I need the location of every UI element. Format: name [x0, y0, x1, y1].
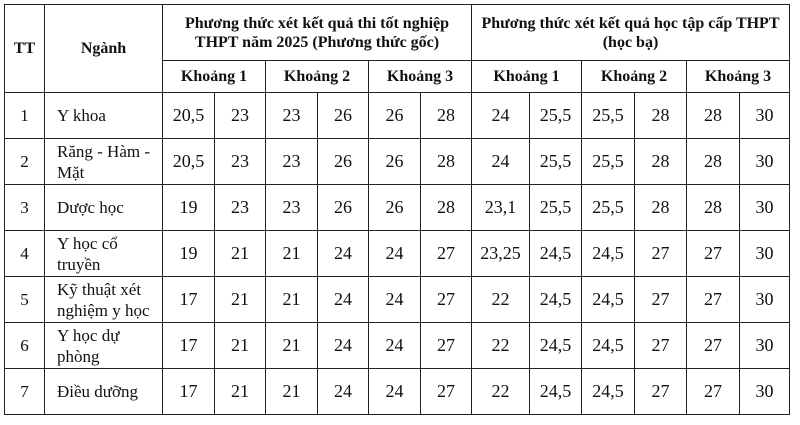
score-cell: 25,5 — [582, 139, 635, 185]
score-cell: 24,5 — [530, 231, 582, 277]
header-khoang-1: Khoảng 1 — [472, 61, 582, 93]
score-cell: 21 — [215, 323, 266, 369]
score-cell: 28 — [687, 139, 740, 185]
score-cell: 27 — [635, 369, 687, 415]
score-cell: 26 — [369, 185, 421, 231]
score-cell: 23 — [215, 139, 266, 185]
header-group-thpt-exam: Phương thức xét kết quả thi tốt nghiệp THPT năm 2025 (Phương thức gốc) — [163, 5, 472, 61]
score-cell: 24 — [318, 369, 369, 415]
major-name: Kỹ thuật xét nghiệm y học — [45, 277, 163, 323]
score-cell: 30 — [740, 323, 790, 369]
header-khoang-3: Khoảng 3 — [369, 61, 472, 93]
score-cell: 30 — [740, 139, 790, 185]
score-cell: 23 — [266, 185, 318, 231]
score-cell: 22 — [472, 369, 530, 415]
score-cell: 30 — [740, 277, 790, 323]
score-cell: 28 — [687, 93, 740, 139]
score-cell: 24 — [369, 277, 421, 323]
score-cell: 21 — [266, 323, 318, 369]
score-cell: 28 — [421, 185, 472, 231]
score-cell: 24,5 — [582, 277, 635, 323]
score-cell: 27 — [421, 323, 472, 369]
score-cell: 28 — [635, 139, 687, 185]
score-cell: 27 — [635, 277, 687, 323]
score-cell: 21 — [266, 277, 318, 323]
major-name: Răng - Hàm - Mặt — [45, 139, 163, 185]
score-cell: 27 — [635, 323, 687, 369]
score-cell: 21 — [266, 231, 318, 277]
score-cell: 26 — [318, 139, 369, 185]
score-cell: 24 — [472, 139, 530, 185]
score-cell: 27 — [421, 277, 472, 323]
score-cell: 20,5 — [163, 139, 215, 185]
score-cell: 25,5 — [530, 93, 582, 139]
score-cell: 30 — [740, 369, 790, 415]
header-nganh: Ngành — [45, 5, 163, 93]
score-cell: 27 — [687, 277, 740, 323]
score-cell: 26 — [318, 93, 369, 139]
score-cell: 25,5 — [530, 139, 582, 185]
row-number: 2 — [5, 139, 45, 185]
score-cell: 28 — [635, 93, 687, 139]
row-number: 6 — [5, 323, 45, 369]
score-cell: 25,5 — [530, 185, 582, 231]
score-cell: 24,5 — [582, 323, 635, 369]
row-number: 5 — [5, 277, 45, 323]
score-cell: 27 — [687, 231, 740, 277]
score-cell: 28 — [635, 185, 687, 231]
row-number: 7 — [5, 369, 45, 415]
table-row — [5, 369, 790, 415]
score-cell: 23 — [215, 93, 266, 139]
major-name: Y khoa — [45, 93, 163, 139]
table-row — [5, 323, 790, 369]
score-cell: 28 — [687, 185, 740, 231]
major-name: Y học cổ truyền — [45, 231, 163, 277]
score-cell: 23,25 — [472, 231, 530, 277]
score-cell: 28 — [421, 139, 472, 185]
score-cell: 17 — [163, 369, 215, 415]
table-row — [5, 185, 790, 231]
score-cell: 24 — [472, 93, 530, 139]
score-cell: 23 — [266, 93, 318, 139]
table-row — [5, 139, 790, 185]
score-cell: 26 — [318, 185, 369, 231]
score-cell: 27 — [687, 369, 740, 415]
table-row — [5, 231, 790, 277]
header-khoang-2: Khoảng 2 — [582, 61, 687, 93]
score-cell: 28 — [421, 93, 472, 139]
score-cell: 24,5 — [582, 369, 635, 415]
header-group-hoc-ba: Phương thức xét kết quả học tập cấp THPT (học bạ) — [472, 5, 790, 61]
score-cell: 23 — [215, 185, 266, 231]
score-cell: 20,5 — [163, 93, 215, 139]
row-number: 4 — [5, 231, 45, 277]
score-cell: 21 — [215, 369, 266, 415]
score-cell: 21 — [266, 369, 318, 415]
major-name: Dược học — [45, 185, 163, 231]
score-cell: 24 — [369, 231, 421, 277]
score-cell: 25,5 — [582, 93, 635, 139]
score-cell: 24,5 — [530, 277, 582, 323]
score-cell: 17 — [163, 277, 215, 323]
major-name: Y học dự phòng — [45, 323, 163, 369]
score-cell: 24,5 — [582, 231, 635, 277]
score-cell: 26 — [369, 139, 421, 185]
header-tt: TT — [5, 5, 45, 93]
row-number: 1 — [5, 93, 45, 139]
header-khoang-1: Khoảng 1 — [163, 61, 266, 93]
score-cell: 30 — [740, 231, 790, 277]
major-name: Điều dưỡng — [45, 369, 163, 415]
score-cell: 23,1 — [472, 185, 530, 231]
score-cell: 26 — [369, 93, 421, 139]
score-cell: 25,5 — [582, 185, 635, 231]
score-cell: 27 — [687, 323, 740, 369]
score-cell: 24 — [369, 323, 421, 369]
table-row — [5, 93, 790, 139]
score-cell: 21 — [215, 231, 266, 277]
score-cell: 19 — [163, 185, 215, 231]
table-body — [5, 93, 790, 415]
score-cell: 27 — [635, 231, 687, 277]
score-cell: 22 — [472, 277, 530, 323]
score-cell: 19 — [163, 231, 215, 277]
score-cell: 23 — [266, 139, 318, 185]
header-khoang-3: Khoảng 3 — [687, 61, 790, 93]
admission-score-table — [4, 4, 790, 415]
score-cell: 24 — [318, 277, 369, 323]
score-cell: 21 — [215, 277, 266, 323]
score-cell: 24 — [369, 369, 421, 415]
score-cell: 27 — [421, 231, 472, 277]
score-cell: 24,5 — [530, 369, 582, 415]
score-cell: 30 — [740, 93, 790, 139]
table-row — [5, 277, 790, 323]
score-cell: 24 — [318, 323, 369, 369]
score-cell: 30 — [740, 185, 790, 231]
score-cell: 17 — [163, 323, 215, 369]
header-khoang-2: Khoảng 2 — [266, 61, 369, 93]
score-cell: 22 — [472, 323, 530, 369]
score-cell: 24 — [318, 231, 369, 277]
score-cell: 27 — [421, 369, 472, 415]
row-number: 3 — [5, 185, 45, 231]
score-cell: 24,5 — [530, 323, 582, 369]
